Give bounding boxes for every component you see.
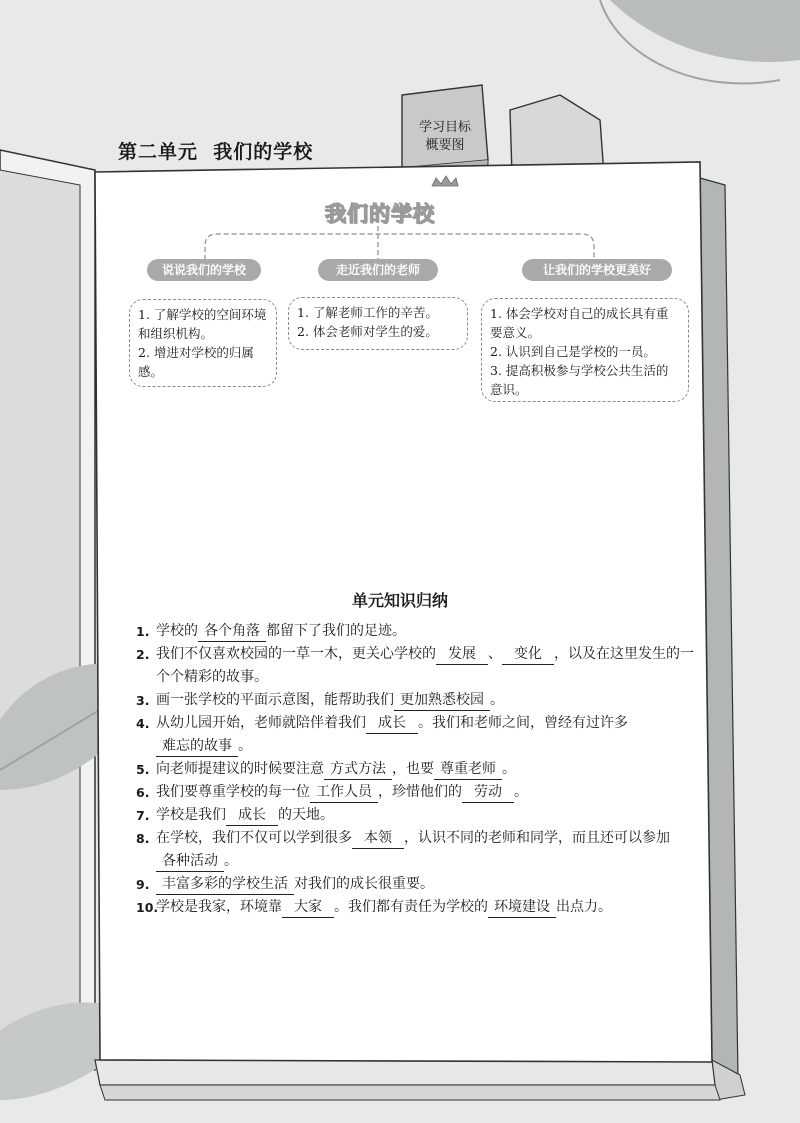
summary-item-text [156,781,696,804]
branch-3-point-2: 2. 认识到自己是学校的一员。 [490,344,656,359]
branch-pill-3: 让我们的学校更美好 [522,259,672,281]
branch-3-point-3: 3. 提高积极参与学校公共生活的意识。 [490,363,669,397]
ribbon-line2: 概要图 [425,138,465,153]
summary-item-text [156,689,696,712]
summary-item-text [156,643,696,689]
summary-text-fragment: 。 [502,761,516,777]
summary-title: 单元知识归纳 [351,591,448,610]
summary-item-number: 1. [136,624,150,639]
summary-text-fragment: 在学校，我们不仅可以学到很多 [156,830,352,846]
summary-item [136,689,696,712]
summary-item-number: 4. [136,716,150,731]
answer-blank: 成长 [366,714,418,734]
branch-box-1 [129,299,277,387]
summary-text-fragment: 我们要尊重学校的每一位 [156,784,310,800]
summary-item-number: 8. [136,831,150,846]
summary-item-number: 9. [136,877,150,892]
answer-blank: 更加熟悉校园 [394,691,490,711]
summary-text-fragment: 。 [490,692,504,708]
summary-text-fragment: 。 [224,853,238,869]
branch-pill-1: 说说我们的学校 [147,259,261,281]
summary-text-fragment: 从幼儿园开始，老师就陪伴着我们 [156,715,366,731]
summary-item [136,712,696,758]
answer-blank: 变化 [502,645,554,665]
summary-item-number: 10. [136,900,159,915]
answer-blank: 发展 [436,645,488,665]
summary-text-fragment: ，以及在这里发生的一个个精彩的故事。 [156,646,694,685]
summary-item-text [156,896,696,919]
answer-blank: 大家 [282,898,334,918]
branch-1-point-2: 2. 增进对学校的归属感。 [138,345,254,379]
ribbon-line1: 学习目标 [418,120,471,135]
summary-item-number: 3. [136,693,150,708]
summary-list [136,620,696,919]
summary-item [136,896,696,919]
summary-text-fragment: 。 [514,784,528,800]
summary-text-fragment: 。 [238,738,252,754]
summary-item-text [156,827,696,873]
summary-text-fragment: 画一张学校的平面示意图，能帮助我们 [156,692,394,708]
branch-box-2 [288,297,468,350]
answer-blank: 成长 [226,806,278,826]
branch-2-point-1: 1. 了解老师工作的辛苦。 [297,305,438,320]
summary-text-fragment: 出点力。 [556,899,612,915]
summary-item-number: 2. [136,647,150,662]
summary-text-fragment: 学校是我们 [156,807,226,823]
summary-text-fragment: ，珍惜他们的 [378,784,462,800]
branch-box-3 [481,298,689,402]
summary-item-number: 6. [136,785,150,800]
branch-3-point-1: 1. 体会学校对自己的成长具有重要意义。 [490,306,669,340]
branch-pill-2: 走近我们的老师 [318,259,438,281]
summary-text-fragment: 向老师提建议的时候要注意 [156,761,324,777]
summary-item [136,827,696,873]
summary-item-text [156,804,696,827]
summary-item [136,758,696,781]
summary-text-fragment: 。我们和老师之间，曾经有过许多 [418,715,628,731]
summary-item [136,643,696,689]
answer-blank: 劳动 [462,783,514,803]
branch-2-point-2: 2. 体会老师对学生的爱。 [297,324,438,339]
answer-blank: 尊重老师 [434,760,502,780]
summary-item [136,781,696,804]
summary-item [136,804,696,827]
summary-text-fragment: 的天地。 [278,807,334,823]
answer-blank: 方式方法 [324,760,392,780]
summary-item-text [156,873,696,896]
summary-text-fragment: 学校是我家，环境靠 [156,899,282,915]
summary-text-fragment: 我们不仅喜欢校园的一草一木，更关心学校的 [156,646,436,662]
summary-item-number: 5. [136,762,150,777]
summary-item [136,620,696,643]
summary-text-fragment: 学校的 [156,623,198,639]
summary-item-text [156,712,696,758]
summary-text-fragment: 都留下了我们的足迹。 [266,623,406,639]
summary-text-fragment: ，也要 [392,761,434,777]
unit-title: 第二单元 我们的学校 [118,141,314,163]
mindmap-title: 我们的学校 [325,202,435,226]
summary-item-text [156,620,696,643]
summary-item [136,873,696,896]
answer-blank: 难忘的故事 [156,737,238,757]
answer-blank: 各个角落 [198,622,266,642]
summary-text-fragment: 、 [488,646,502,662]
summary-item-number: 7. [136,808,150,823]
leaf-top-right-icon [600,0,800,83]
bookmark-ribbon-back [510,95,604,175]
ribbon-label [408,119,482,155]
answer-blank: 各种活动 [156,852,224,872]
answer-blank: 环境建设 [488,898,556,918]
answer-blank: 工作人员 [310,783,378,803]
answer-blank: 本领 [352,829,404,849]
summary-item-text [156,758,696,781]
branch-1-point-1: 1. 了解学校的空间环境和组织机构。 [138,307,267,341]
summary-text-fragment: ，认识不同的老师和同学，而且还可以参加 [404,830,670,846]
summary-text-fragment: 。我们都有责任为学校的 [334,899,488,915]
answer-blank: 丰富多彩的学校生活 [156,875,294,895]
summary-text-fragment: 对我们的成长很重要。 [294,876,434,892]
